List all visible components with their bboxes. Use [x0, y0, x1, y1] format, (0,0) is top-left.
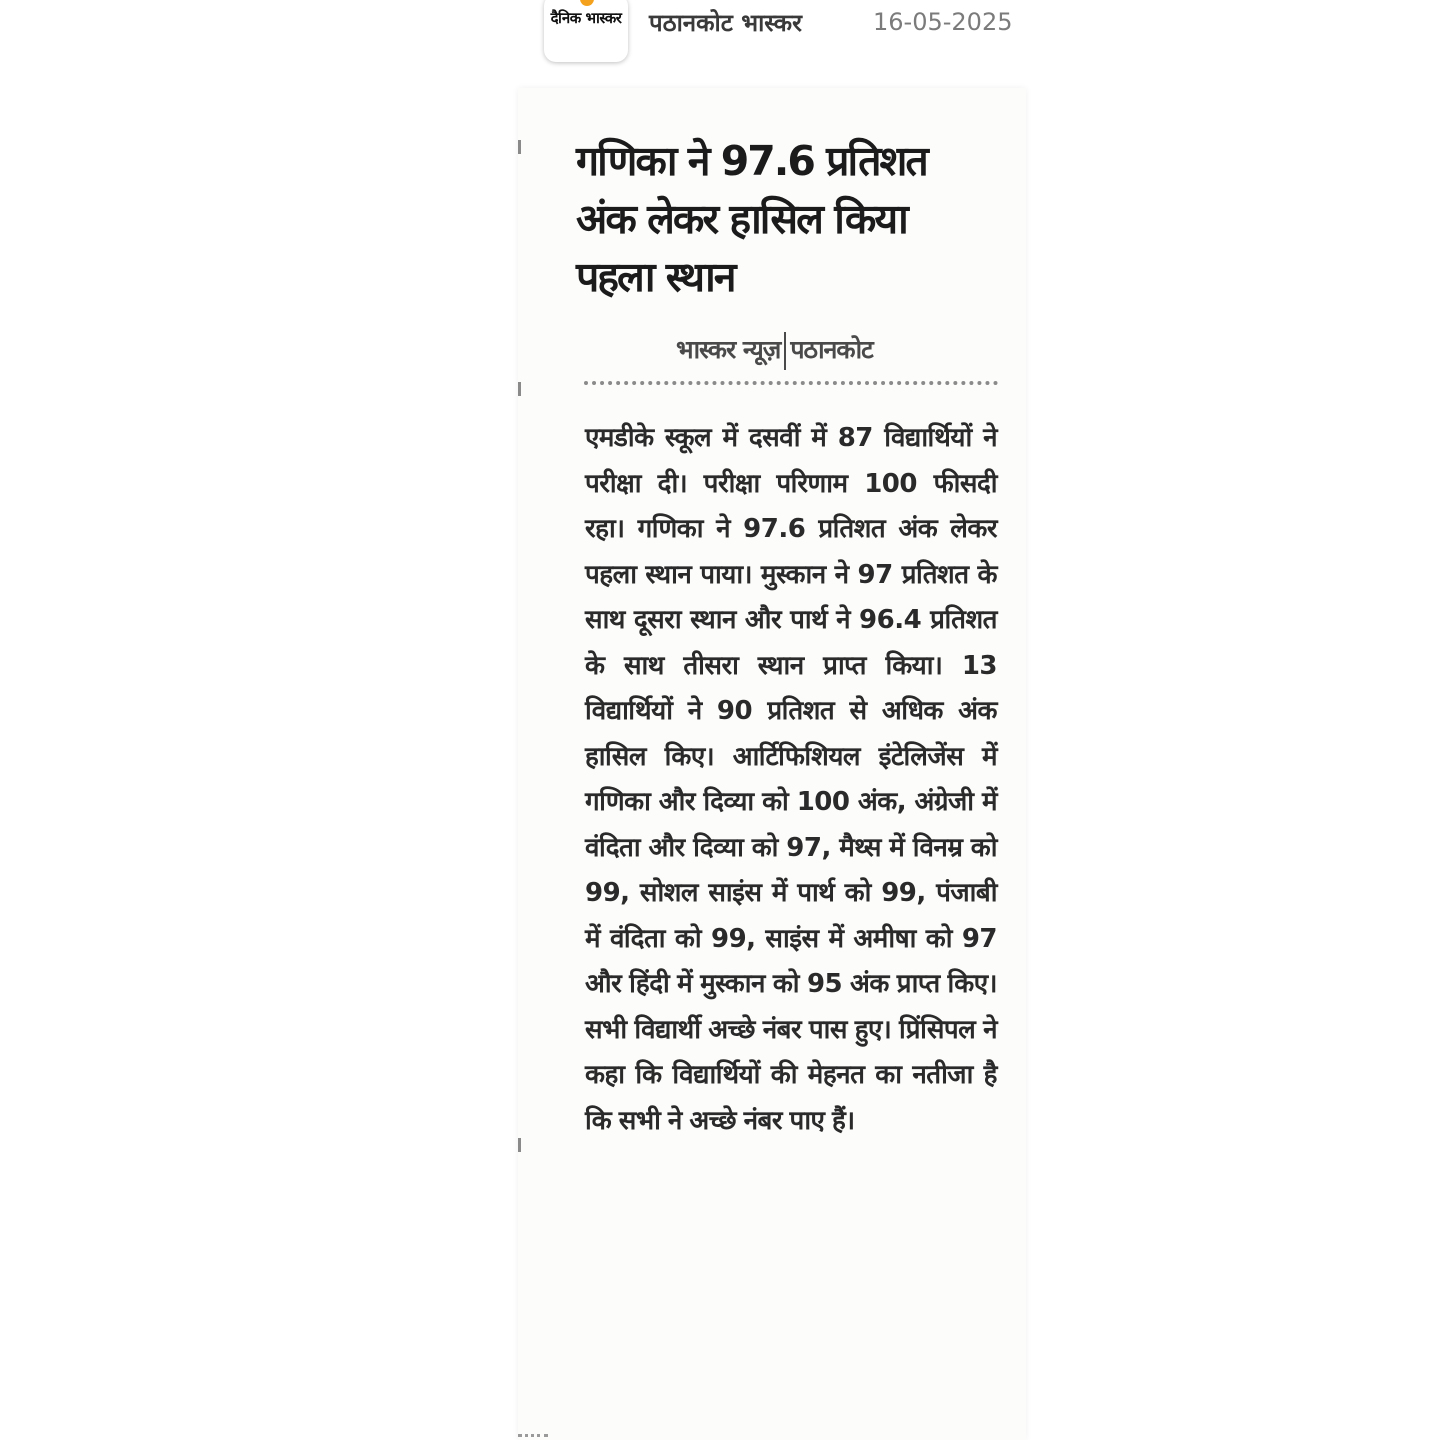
- dainik-bhaskar-logo[interactable]: [544, 0, 628, 62]
- clip-bottom-mark: [518, 1434, 548, 1440]
- newspaper-clipping: [518, 88, 1026, 1440]
- byline-source: भास्कर न्यूज़: [676, 335, 781, 364]
- edition-name: पठानकोट भास्कर: [649, 9, 802, 37]
- logo-sun-icon: [580, 0, 594, 6]
- clip-edge-mark: [518, 140, 521, 154]
- article-body: एमडीके स्कूल में दसवीं में 87 विद्यार्थियों ने परीक्षा दी। परीक्षा परिणाम 100 फीसदी रहा। गणिका ने 97.6 प्रतिशत अंक लेकर पहला स्थान पाया। मुस्कान ने 97 प्रतिशत के साथ दूसरा स्थान और पार्थ ने 96.4 प्रतिशत के साथ तीसरा स्थान प्राप्त किया। 13 विद्यार्थियों ने 90 प्रतिशत से अधिक अंक हासिल किए। आर्टिफिशियल इंटेलिजेंस में गणिका और दिव्या को 100 अंक, अंग्रेजी में वंदिता और दिव्या को 97, मैथ्स में विनम्र को 99, सोशल साइंस में पार्थ को 99, पंजाबी में वंदिता को 99, साइंस में अमीषा को 97 और हिंदी में मुस्कान को 95 अंक प्राप्त किए। सभी विद्यार्थी अच्छे नंबर पास हुए। प्रिंसिपल ने कहा कि विद्यार्थियों की मेहनत का नतीजा है कि सभी ने अच्छे नंबर पाए हैं।: [585, 423, 997, 1136]
- clip-edge-mark: [518, 382, 521, 396]
- source-header: [543, 0, 1043, 66]
- byline-place: पठानकोट: [790, 335, 873, 364]
- clip-edge-mark: [518, 1138, 521, 1152]
- logo-text: दैनिक भास्कर: [550, 9, 622, 27]
- article-byline: [676, 332, 873, 370]
- dotted-divider: [584, 381, 998, 385]
- article-headline: गणिका ने 97.6 प्रतिशत अंक लेकर हासिल किया पहला स्थान: [576, 137, 927, 301]
- publish-date: 16-05-2025: [873, 8, 1013, 36]
- byline-separator: [784, 332, 786, 370]
